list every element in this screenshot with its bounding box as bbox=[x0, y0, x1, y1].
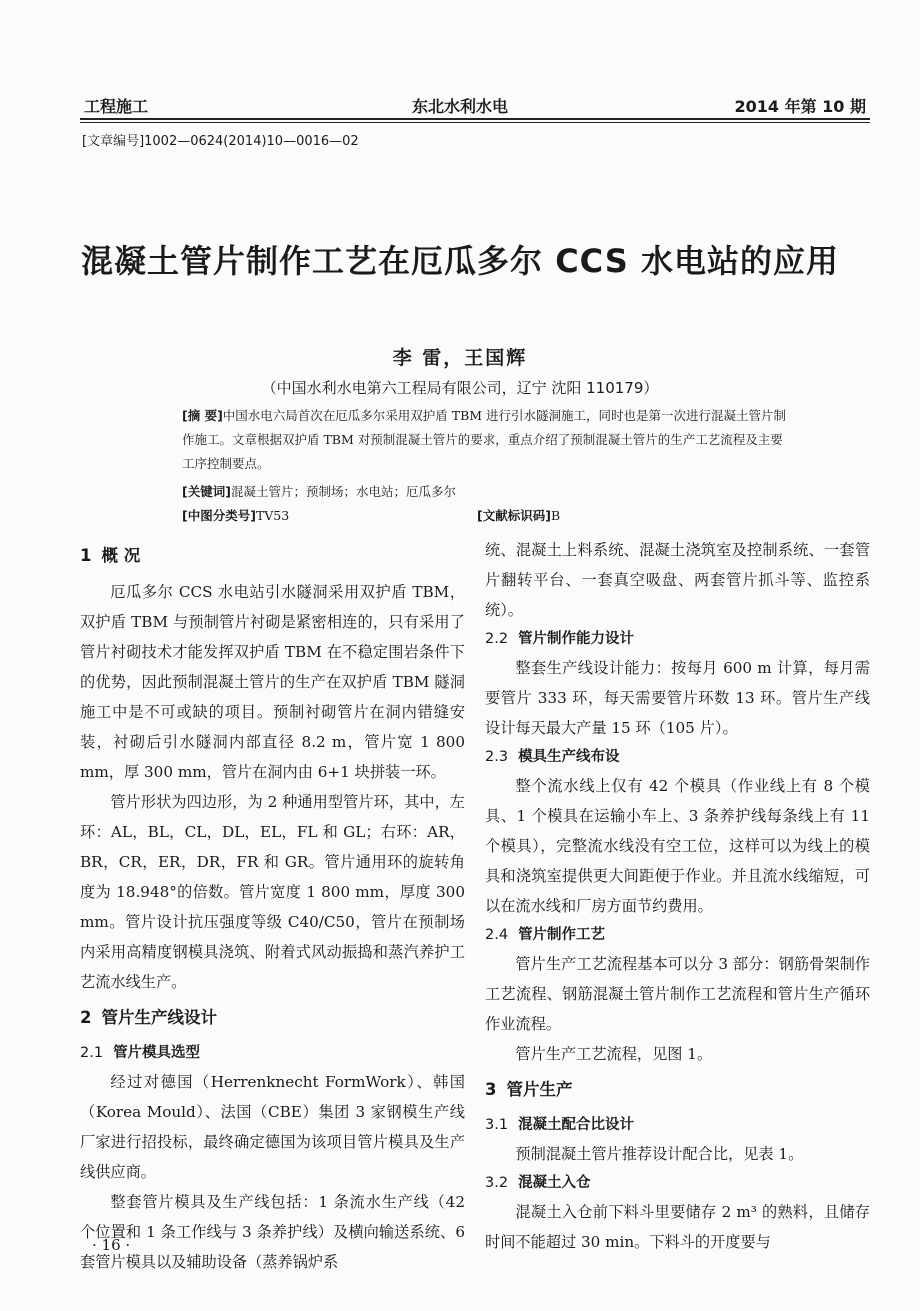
subsection-heading: 2.2 管片制作能力设计 bbox=[485, 631, 635, 647]
subsection-heading: 2.4 管片制作工艺 bbox=[485, 927, 606, 943]
keywords bbox=[182, 480, 788, 504]
running-header-issue: 2014 年第 10 期 bbox=[734, 97, 866, 116]
paragraph: 预制混凝土管片推荐设计配合比，见表 1。 bbox=[515, 1145, 804, 1163]
clc-tag: [中图分类号] bbox=[182, 508, 256, 523]
running-header-section: 工程施工 bbox=[84, 97, 149, 116]
paragraph: 混凝土入仓前下料斗里要储存 2 m³ 的熟料，且储存时间不能超过 30 min。下料斗的开度要与 bbox=[485, 1203, 870, 1251]
subsection-heading: 2.3 模具生产线布设 bbox=[485, 749, 620, 765]
page-number: · 16 · bbox=[92, 1236, 131, 1254]
paper-title: 混凝土管片制作工艺在厄瓜多尔 CCS 水电站的应用 bbox=[81, 242, 839, 280]
paragraph: 管片生产工艺流程基本可以分 3 部分：钢筋骨架制作工艺流程、钢筋混凝土管片制作工艺流程和管片生产循环作业流程。 bbox=[485, 955, 870, 1033]
paragraph: 整套生产线设计能力：按每月 600 m 计算，每月需要管片 333 环，每天需要管片环数 13 环。管片生产线设计每天最大产量 15 环（105 片）。 bbox=[485, 659, 870, 737]
section-heading: 1 概 况 bbox=[80, 546, 141, 565]
subsection-heading: 3.2 混凝土入仓 bbox=[485, 1175, 591, 1191]
article-number: [文章编号]1002—0624(2014)10—0016—02 bbox=[82, 134, 359, 149]
section-heading: 2 管片生产线设计 bbox=[80, 1008, 217, 1027]
subsection-heading: 2.1 管片模具选型 bbox=[80, 1045, 201, 1061]
paragraph: 整套管片模具及生产线包括：1 条流水生产线（42 个位置和 1 条工作线与 3 条养护线）及横向输送系统、6 套管片模具以及辅助设备（蒸养锅炉系 bbox=[80, 1193, 465, 1271]
subsection-heading: 3.1 混凝土配合比设计 bbox=[485, 1117, 635, 1133]
clc-text: TV53 bbox=[255, 508, 290, 523]
keywords-text: 混凝土管片；预制场；水电站；厄瓜多尔 bbox=[230, 484, 456, 499]
paragraph: 整个流水线上仅有 42 个模具（作业线上有 8 个模具、1 个模具在运输小车上、3 条养护线每条线上有 11 个模具），完整流水线没有空工位，这样可以为线上的模具和浇筑室提供更大间距便于作业。并且流水线缩短，可以在流水线和厂房方面节约费用。 bbox=[485, 777, 870, 915]
header-rule-thick bbox=[80, 118, 870, 120]
abstract bbox=[182, 404, 788, 476]
paragraph: 统、混凝土上料系统、混凝土浇筑室及控制系统、一套管片翻转平台、一套真空吸盘、两套管片抓斗等、监控系统）。 bbox=[485, 541, 870, 619]
abstract-tag: [摘 要] bbox=[182, 408, 223, 423]
left-column bbox=[80, 535, 465, 1277]
affiliation: （中国水利水电第六工程局有限公司，辽宁 沈阳 110179） bbox=[261, 379, 659, 397]
paragraph: 管片生产工艺流程，见图 1。 bbox=[515, 1045, 713, 1063]
doc-code bbox=[477, 504, 560, 528]
keywords-tag: [关键词] bbox=[182, 484, 231, 499]
doc-code-text: B bbox=[550, 508, 561, 523]
section-heading: 3 管片生产 bbox=[485, 1080, 573, 1099]
authors: 李 雷，王国辉 bbox=[392, 347, 528, 369]
doc-code-tag: [文献标识码] bbox=[477, 508, 551, 523]
running-header-journal: 东北水利水电 bbox=[411, 97, 508, 116]
right-column bbox=[485, 535, 870, 1257]
header-rule-thin bbox=[80, 122, 870, 123]
abstract-text: 中国水电六局首次在厄瓜多尔采用双护盾 TBM 进行引水隧洞施工，同时也是第一次进行混凝土管片制作施工。文章根据双护盾 TBM 对预制混凝土管片的要求，重点介绍了预制混凝土管片的生产工艺流程及主要工序控制要点。 bbox=[182, 408, 787, 471]
paragraph: 经过对德国（Herrenknecht FormWork）、韩国（Korea Mould）、法国（CBE）集团 3 家钢模生产线厂家进行招投标，最终确定德国为该项目管片模具及生产线供应商。 bbox=[80, 1073, 465, 1181]
paragraph: 厄瓜多尔 CCS 水电站引水隧洞采用双护盾 TBM，双护盾 TBM 与预制管片衬砌是紧密相连的，只有采用了管片衬砌技术才能发挥双护盾 TBM 在不稳定围岩条件下的优势，因此预制混凝土管片的生产在双护盾 TBM 隧洞施工中是不可或缺的项目。预制衬砌管片在洞内错缝安装，衬砌后引水隧洞内部直径 8.2 m，管片宽 1 800 mm，厚 300 mm，管片在洞内由 6+1 块拼装一环。 bbox=[80, 583, 465, 781]
paragraph: 管片形状为四边形，为 2 种通用型管片环，其中，左环：AL，BL，CL，DL，EL，FL 和 GL；右环：AR，BR，CR，ER，DR，FR 和 GR。管片通用环的旋转角度为 18.948°的倍数。管片宽度 1 800 mm，厚度 300 mm。管片设计抗压强度等级 C40/C50，管片在预制场内采用高精度钢模具浇筑、附着式风动振捣和蒸汽养护工艺流水线生产。 bbox=[80, 793, 465, 991]
